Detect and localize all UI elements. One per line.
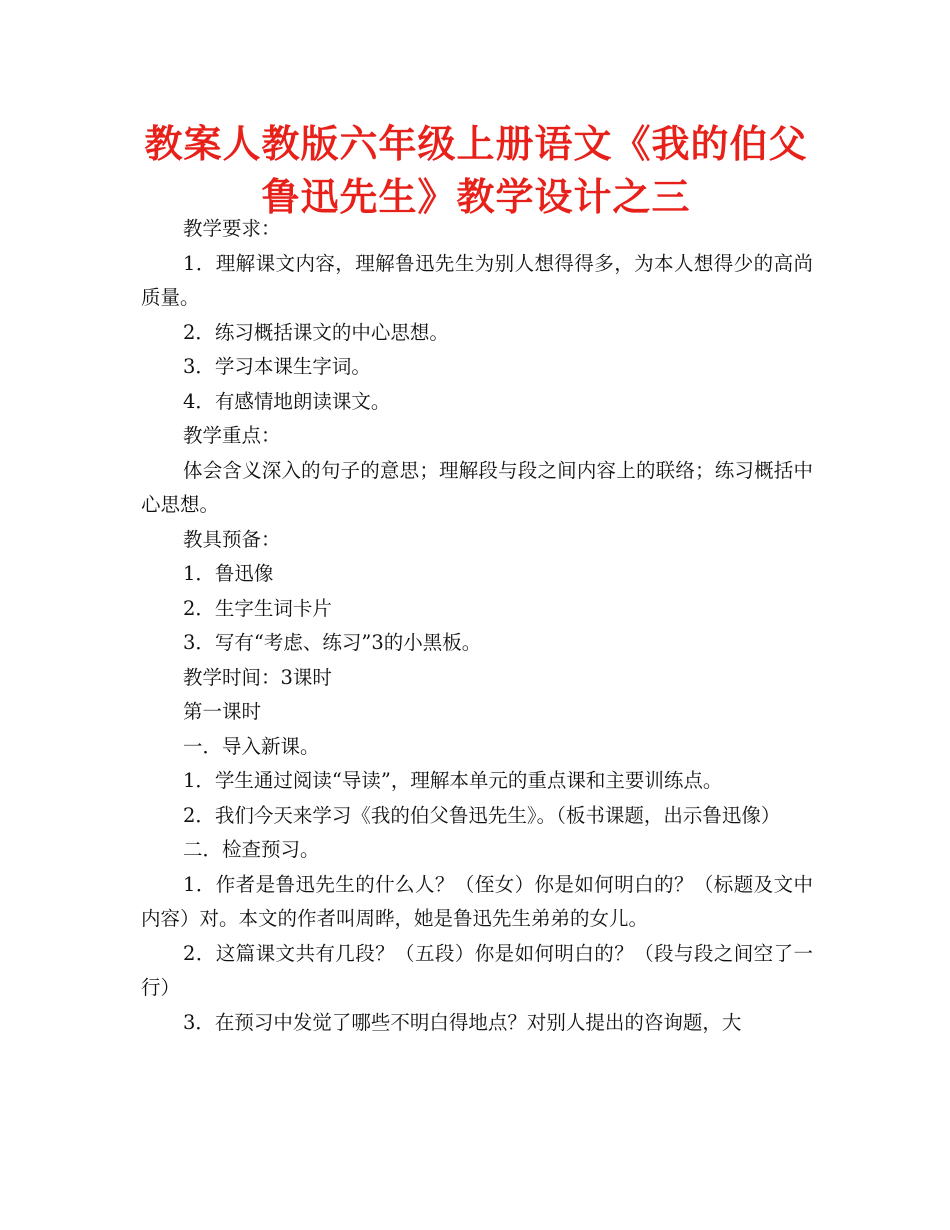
paragraph: 2．这篇课文共有几段？（五段）你是如何明白的？（段与段之间空了一行）: [141, 941, 813, 999]
paragraph: 教学时间：3课时: [183, 665, 332, 689]
paragraph: 3．在预习中发觉了哪些不明白得地点？对别人提出的咨询题，大: [183, 1010, 742, 1034]
paragraph: 1．鲁迅像: [183, 562, 274, 585]
document-body: [141, 212, 813, 1040]
paragraph: 2．练习概括课文的中心思想。: [183, 320, 449, 344]
paragraph: 教学重点：: [183, 424, 281, 447]
paragraph: 1．理解课文内容，理解鲁迅先生为别人想得得多，为本人想得少的高尚质量。: [141, 251, 813, 309]
paragraph: 2．我们今天来学习《我的伯父鲁迅先生》。（板书课题，出示鲁迅像）: [183, 803, 781, 827]
paragraph: 体会含义深入的句子的意思；理解段与段之间内容上的联络；练习概括中心思想。: [141, 458, 813, 516]
document-title: 教案人教版六年级上册语文《我的伯父鲁迅先生》教学设计之三: [144, 122, 808, 219]
paragraph: 1．学生通过阅读“导读”，理解本单元的重点课和主要训练点。: [183, 769, 723, 792]
paragraph: 3．写有“考虑、练习”3的小黑板。: [183, 631, 482, 654]
paragraph: 1．作者是鲁迅先生的什么人？（侄女）你是如何明白的？（标题及文中内容）对。本文的作者叫周晔，她是鲁迅先生弟弟的女儿。: [141, 872, 813, 930]
paragraph: 2．生字生词卡片: [183, 596, 332, 620]
paragraph: 一．导入新课。: [183, 734, 320, 758]
paragraph: 教具预备：: [183, 527, 281, 551]
paragraph: 第一课时: [183, 700, 262, 723]
paragraph: 4．有感情地朗读课文。: [183, 389, 391, 413]
paragraph: 二．检查预习。: [183, 838, 320, 861]
paragraph: 教学要求：: [183, 217, 281, 240]
paragraph: 3．学习本课生字词。: [183, 355, 371, 378]
